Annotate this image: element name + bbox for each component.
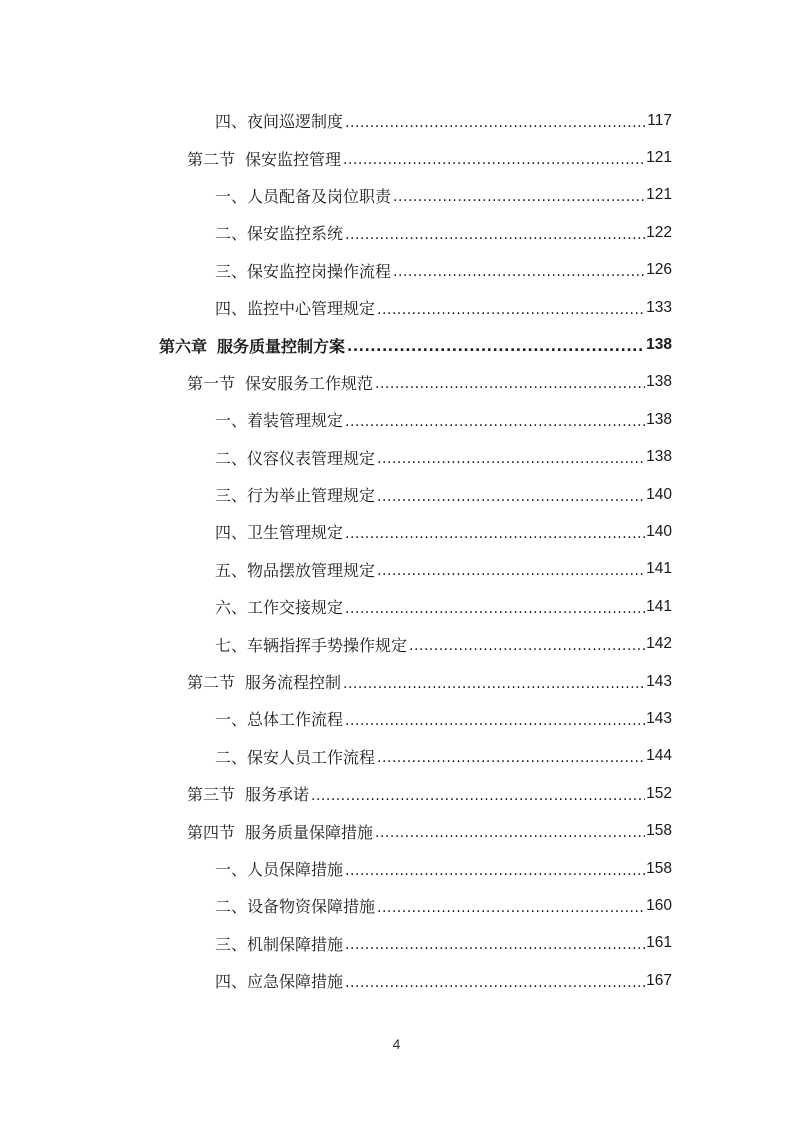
dot-leader (311, 788, 645, 804)
dot-leader (377, 900, 645, 916)
toc-entry-label: 一、 (215, 186, 248, 206)
toc-entry-text: 服务质量控制方案 (217, 336, 346, 356)
dot-leader (343, 676, 645, 692)
toc-entry[interactable] (215, 214, 672, 251)
toc-entry-title (215, 446, 377, 469)
dot-leader (345, 863, 645, 879)
toc-entry-text: 保安监控管理 (245, 149, 342, 169)
toc-entry-title (215, 707, 345, 730)
toc-entry-page: 143 (646, 672, 672, 690)
toc-entry[interactable] (215, 551, 672, 588)
toc-entry[interactable] (215, 177, 672, 214)
toc-entry-page: 143 (646, 709, 672, 727)
toc-entry-page: 117 (647, 111, 672, 129)
toc-entry-label: 四、 (215, 523, 248, 543)
toc-entry[interactable] (215, 252, 672, 289)
dot-leader (345, 601, 645, 617)
toc-entry-label: 五、 (215, 560, 248, 580)
dot-leader (377, 489, 645, 505)
dot-leader (377, 563, 645, 579)
toc-entry-text: 卫生管理规定 (247, 523, 344, 543)
toc-entry-text: 仪容仪表管理规定 (247, 448, 376, 468)
dot-leader (393, 189, 645, 205)
toc-entry-text: 人员配备及岗位职责 (247, 186, 392, 206)
toc-entry[interactable] (159, 326, 672, 363)
toc-entry-label: 第六章 (159, 336, 208, 356)
toc-entry-title (215, 296, 377, 319)
toc-entry-text: 行为举止管理规定 (247, 486, 376, 506)
toc-entry-text: 监控中心管理规定 (247, 299, 376, 319)
toc-entry-page: 126 (646, 261, 672, 279)
toc-entry-page: 140 (646, 485, 672, 503)
toc-entry-label: 三、 (215, 486, 248, 506)
dot-leader (377, 451, 645, 467)
toc-entry-page: 140 (646, 522, 672, 540)
toc-entry[interactable] (215, 738, 672, 775)
toc-entry-title (215, 633, 409, 656)
toc-entry-label: 第一节 (187, 373, 236, 393)
toc-entry[interactable] (215, 102, 672, 139)
toc-entry-label: 三、 (215, 934, 248, 954)
dot-leader (345, 414, 645, 430)
toc-entry-text: 机制保障措施 (247, 934, 344, 954)
dot-leader (345, 526, 645, 542)
toc-entry[interactable] (215, 625, 672, 662)
toc-entry-label: 二、 (215, 224, 248, 244)
toc-entry-label: 二、 (215, 897, 248, 917)
toc-entry-label: 第四节 (187, 822, 236, 842)
toc-entry-text: 设备物资保障措施 (247, 897, 376, 917)
toc-entry-page: 122 (646, 223, 672, 241)
toc-entry-label: 一、 (215, 860, 248, 879)
toc-entry-title (215, 184, 393, 207)
toc-entry-page: 160 (646, 896, 672, 914)
toc-entry-title (215, 408, 345, 431)
toc-entry[interactable] (215, 700, 672, 737)
toc-entry-label: 六、 (215, 598, 248, 618)
toc-entry[interactable] (215, 289, 672, 326)
toc-entry-text: 着装管理规定 (247, 411, 344, 431)
dot-leader (345, 937, 645, 953)
toc-entry-page: 158 (646, 859, 672, 877)
toc-entry-page: 167 (646, 971, 672, 989)
toc-entry-label: 七、 (215, 635, 248, 655)
toc-entry-text: 保安服务工作规范 (245, 373, 374, 393)
toc-entry-title (187, 820, 375, 843)
toc-entry-label: 一、 (215, 411, 248, 431)
toc-entry-page: 121 (646, 149, 672, 167)
toc-entry[interactable] (187, 775, 672, 812)
toc-entry-title (215, 932, 345, 955)
toc-entry[interactable] (187, 364, 672, 401)
dot-leader (345, 713, 645, 729)
toc-entry-title (215, 109, 345, 132)
toc-entry-title (215, 857, 345, 880)
dot-leader (345, 975, 645, 991)
toc-entry-title (215, 221, 345, 244)
toc-entry[interactable] (187, 663, 672, 700)
toc-entry-page: 138 (646, 373, 672, 391)
toc-entry-label: 一、 (215, 710, 248, 730)
toc-entry-page: 161 (646, 934, 672, 952)
toc-entry[interactable] (215, 513, 672, 550)
toc-entry-label: 四、 (215, 112, 248, 132)
table-of-contents (0, 102, 793, 999)
toc-entry-title (187, 782, 311, 805)
toc-entry-text: 人员保障措施 (247, 860, 344, 879)
toc-entry[interactable] (215, 439, 672, 476)
toc-entry-title (187, 371, 375, 394)
toc-entry-title (215, 745, 377, 768)
dot-leader (393, 264, 645, 280)
page-number: 4 (392, 1036, 401, 1052)
dot-leader (345, 227, 645, 243)
toc-entry-page: 141 (646, 597, 672, 615)
toc-entry[interactable] (215, 850, 672, 887)
toc-entry-text: 保安监控系统 (247, 224, 344, 244)
toc-entry-page: 138 (646, 336, 672, 354)
dot-leader (375, 825, 645, 841)
dot-leader (375, 376, 645, 392)
toc-entry-title (187, 670, 343, 693)
toc-entry-title (187, 147, 343, 170)
toc-entry-text: 车辆指挥手势操作规定 (247, 635, 408, 655)
toc-entry[interactable] (215, 401, 672, 438)
toc-entry-text: 服务质量保障措施 (245, 822, 374, 842)
toc-entry-text: 夜间巡逻制度 (247, 112, 344, 132)
toc-entry-text: 服务流程控制 (245, 673, 342, 693)
toc-entry-page: 144 (646, 747, 672, 765)
dot-leader (347, 339, 645, 355)
toc-entry-title (215, 595, 345, 618)
toc-entry-page: 138 (646, 410, 672, 428)
toc-entry[interactable] (187, 139, 672, 176)
toc-entry-label: 二、 (215, 448, 248, 468)
dot-leader (377, 302, 645, 318)
toc-entry-title (159, 334, 347, 357)
toc-entry-title (215, 894, 377, 917)
dot-leader (345, 115, 646, 131)
toc-entry-page: 133 (646, 298, 672, 316)
toc-entry-title (215, 520, 345, 543)
toc-entry-label: 四、 (215, 299, 248, 319)
toc-entry-title (215, 483, 377, 506)
toc-entry[interactable] (215, 925, 672, 962)
toc-entry-title (215, 558, 377, 581)
toc-entry-page: 142 (646, 635, 672, 653)
dot-leader (343, 152, 645, 168)
toc-entry-title (215, 259, 393, 282)
toc-entry[interactable] (215, 887, 672, 924)
toc-entry-page: 121 (646, 186, 672, 204)
toc-entry-label: 三、 (215, 261, 248, 281)
toc-entry-label: 第二节 (187, 149, 236, 169)
toc-entry-text: 保安人员工作流程 (247, 747, 376, 767)
toc-entry-page: 152 (646, 784, 672, 802)
toc-entry-label: 第三节 (187, 785, 236, 805)
toc-entry-label: 二、 (215, 747, 248, 767)
dot-leader (377, 750, 645, 766)
toc-entry[interactable] (187, 812, 672, 849)
toc-entry-text: 工作交接规定 (247, 598, 344, 618)
toc-entry-page: 138 (646, 448, 672, 466)
toc-entry-page: 158 (646, 822, 672, 840)
toc-entry-label: 第二节 (187, 673, 236, 693)
toc-entry[interactable] (215, 588, 672, 625)
toc-entry[interactable] (215, 476, 672, 513)
dot-leader (409, 638, 645, 654)
toc-entry-text: 服务承诺 (245, 785, 310, 805)
toc-entry-label: 四、 (215, 972, 248, 992)
toc-entry-text: 应急保障措施 (247, 972, 344, 992)
toc-entry-page: 141 (646, 560, 672, 578)
toc-entry-text: 物品摆放管理规定 (247, 560, 376, 580)
toc-entry-title (215, 969, 345, 992)
toc-entry-text: 保安监控岗操作流程 (247, 261, 392, 281)
toc-entry[interactable] (215, 962, 672, 999)
toc-entry-text: 总体工作流程 (247, 710, 344, 730)
